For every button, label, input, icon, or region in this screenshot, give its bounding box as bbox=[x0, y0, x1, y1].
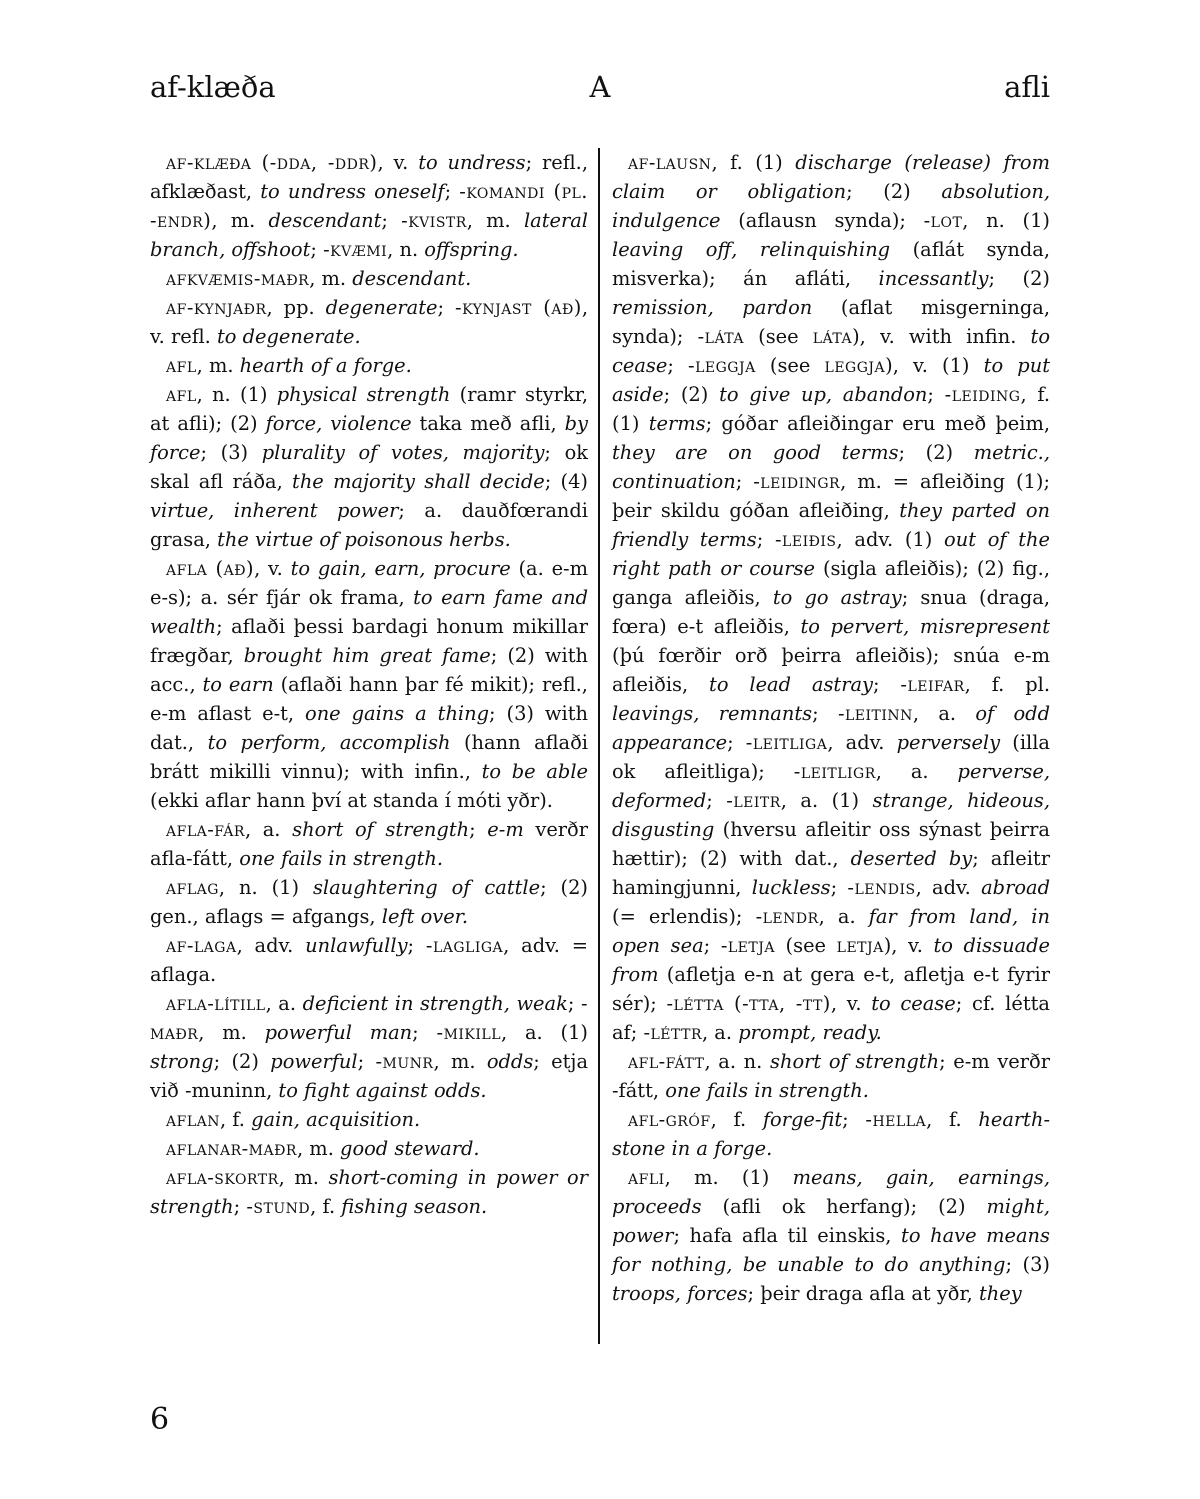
dictionary-entry bbox=[150, 1163, 588, 1221]
section-letter: A bbox=[589, 70, 611, 104]
definition-text: short-coming in power or strength bbox=[150, 1166, 588, 1218]
entry-text: , adv. = aflaga. bbox=[150, 934, 589, 986]
right-guide-word: afli bbox=[1004, 70, 1050, 104]
definition-text: to dissuade from bbox=[612, 934, 1051, 986]
definition-text: abroad bbox=[981, 876, 1051, 899]
definition-text: of odd appearance bbox=[612, 702, 1050, 754]
headword: -lot bbox=[923, 209, 963, 232]
dictionary-entry bbox=[150, 351, 588, 380]
entry-text: , a. bbox=[875, 760, 958, 783]
entry-text: ; hafa afla til einskis, bbox=[673, 1224, 902, 1247]
headword: -munr bbox=[375, 1050, 434, 1073]
definition-text: to go astray bbox=[772, 586, 902, 609]
entry-text: ; bbox=[407, 934, 426, 957]
entry-text: ; bbox=[412, 1021, 437, 1044]
headword: -kvistr bbox=[401, 209, 467, 232]
definition-text: out of the right path or course bbox=[612, 528, 1051, 580]
entry-text: ), v. with infin. bbox=[852, 325, 1031, 348]
entry-text: ; bbox=[830, 876, 848, 899]
entry-text: , a. (1) bbox=[501, 1021, 588, 1044]
headword: afl bbox=[166, 383, 197, 406]
entry-text: , a. bbox=[265, 992, 303, 1015]
definition-text: they parted on friendly terms bbox=[612, 499, 1050, 551]
entry-text: ; bbox=[310, 238, 324, 261]
entry-text: , a. bbox=[818, 905, 869, 928]
entry-text: ; bbox=[667, 354, 689, 377]
entry-text: ; þeir draga afla at yðr, bbox=[747, 1282, 979, 1305]
definition-text: to earn fame and wealth bbox=[150, 586, 588, 638]
entry-text: , f. bbox=[310, 1195, 342, 1218]
definition-text: the virtue of poisonous herbs. bbox=[217, 528, 511, 551]
definition-text: degenerate bbox=[325, 296, 438, 319]
dictionary-entry bbox=[612, 148, 1050, 1047]
entry-text: ), v. (1) bbox=[885, 354, 984, 377]
right-column bbox=[612, 148, 1050, 1308]
entry-text: ; bbox=[727, 731, 746, 754]
entry-text: (ramr styrkr, at afli); (2) bbox=[150, 383, 588, 435]
entry-text: (hversu afleitir oss sýnast þeirra hættir); (2) with dat., bbox=[612, 818, 1050, 870]
entry-text: ; bbox=[703, 934, 721, 957]
dictionary-entry bbox=[150, 264, 588, 293]
headword: -leifar bbox=[900, 673, 965, 696]
definition-text: to fight against odds. bbox=[278, 1079, 487, 1102]
entry-text: , m. bbox=[196, 354, 240, 377]
entry-text: , m. bbox=[309, 267, 353, 290]
entry-text: (aflát synda, misverka); án afláti, bbox=[612, 238, 1050, 290]
entry-text: ; snua (draga, fœra) e-t afleiðis, bbox=[612, 586, 1050, 638]
definition-text: perverse, deformed bbox=[612, 760, 1050, 812]
definition-text: perversely bbox=[896, 731, 1001, 754]
definition-text: discharge (release) from claim or obligation bbox=[612, 151, 1050, 203]
definition-text: slaughtering of cattle bbox=[312, 876, 541, 899]
entry-text: , v. bbox=[830, 992, 872, 1015]
entry-text: (aflausn synda); bbox=[720, 209, 924, 232]
definition-text: to lead astray bbox=[709, 673, 873, 696]
entry-text: ; bbox=[233, 1195, 247, 1218]
definition-text: fishing season. bbox=[341, 1195, 488, 1218]
entry-text: , f. (1) bbox=[612, 383, 1051, 435]
entry-text: , f. bbox=[710, 1108, 763, 1131]
entry-text: , a. bbox=[244, 818, 293, 841]
headword: aflanar-maðr bbox=[166, 1137, 297, 1160]
definition-text: deficient in strength, weak bbox=[302, 992, 568, 1015]
entry-text: ; aflaði þessi bardagi honum mikillar frægðar, bbox=[150, 615, 588, 667]
entry-text: ; refl., afklæðast, bbox=[150, 151, 588, 203]
headword: afla-lítill bbox=[166, 992, 266, 1015]
definition-text: leavings, remnants bbox=[612, 702, 813, 725]
headword: -léttr bbox=[643, 1021, 702, 1044]
headword: -leiding bbox=[944, 383, 1021, 406]
definition-text: short of strength bbox=[292, 818, 470, 841]
headword: afli bbox=[628, 1166, 665, 1189]
headword: afl-gróf bbox=[628, 1108, 711, 1131]
entry-text: ; bbox=[735, 470, 754, 493]
definition-text: e-m bbox=[487, 818, 524, 841]
definition-text: to cease bbox=[612, 325, 1050, 377]
entry-text: ; (2) bbox=[988, 267, 1050, 290]
entry-text: ; e-m verðr -fátt, bbox=[612, 1050, 1050, 1102]
definition-text: to pervert, misrepresent bbox=[800, 615, 1050, 638]
entry-text: , m. bbox=[211, 209, 269, 232]
definition-text: might, power bbox=[612, 1195, 1050, 1247]
headword: -hella bbox=[865, 1108, 927, 1131]
headword: afl-fátt bbox=[628, 1050, 705, 1073]
headword: -leidingr bbox=[753, 470, 841, 493]
entry-text: ; a. dauðfœrandi grasa, bbox=[150, 499, 588, 551]
headword: af-kynjaðr bbox=[166, 296, 267, 319]
entry-text: , f. bbox=[219, 1108, 252, 1131]
headword: -maðr bbox=[150, 992, 588, 1044]
dictionary-entry bbox=[150, 815, 588, 873]
entry-text: (afletja e-n at gera e-t, afletja e-t fyrir sér); bbox=[612, 963, 1050, 1015]
entry-text: ; cf. létta af; bbox=[612, 992, 1050, 1044]
entry-text: (see bbox=[755, 354, 825, 377]
left-guide-word: af-klæða bbox=[150, 70, 276, 104]
definition-text: terms bbox=[648, 412, 706, 435]
definition-text: to gain, earn, procure bbox=[290, 557, 511, 580]
entry-text: ; bbox=[357, 1050, 376, 1073]
definition-text: forge-fit bbox=[762, 1108, 843, 1131]
entry-text: ; bbox=[469, 818, 488, 841]
headword: af-lausn bbox=[628, 151, 712, 174]
definition-text: to perform, accomplish bbox=[207, 731, 451, 754]
definition-text: to cease bbox=[871, 992, 956, 1015]
headword: -leitinn bbox=[837, 702, 913, 725]
definition-text: powerful man bbox=[264, 1021, 413, 1044]
entry-text: ; góðar afleiðingar eru með þeim, bbox=[705, 412, 1050, 435]
headword: -komandi (pl. -endr) bbox=[150, 180, 588, 232]
entry-text: , m. = afleiðing (1); þeir skildu góðan afleiðing, bbox=[612, 470, 1050, 522]
entry-text: , a. (1) bbox=[780, 789, 873, 812]
entry-text: , a. n. bbox=[704, 1050, 771, 1073]
entry-text: ; (4) bbox=[544, 470, 588, 493]
dictionary-entry bbox=[150, 148, 588, 264]
entry-text: , a. bbox=[912, 702, 976, 725]
entry-text: , a. bbox=[701, 1021, 739, 1044]
entry-text: , m. bbox=[278, 1166, 329, 1189]
definition-text: remission, pardon bbox=[612, 296, 813, 319]
entry-text: , m. bbox=[198, 1021, 265, 1044]
entry-text: , adv. bbox=[827, 731, 897, 754]
entry-text: ; (3) bbox=[1005, 1253, 1050, 1276]
definition-text: to degenerate. bbox=[217, 325, 361, 348]
entry-text: ; bbox=[812, 702, 838, 725]
headword: afla (að) bbox=[166, 557, 255, 580]
entry-text: , m. (1) bbox=[664, 1166, 793, 1189]
definition-text: lateral branch, offshoot bbox=[150, 209, 588, 261]
column-divider bbox=[598, 148, 600, 1344]
entry-text: , m. bbox=[433, 1050, 487, 1073]
entry-text: ; (3) with dat., bbox=[150, 702, 588, 754]
entry-text: (aflat misgerninga, synda); bbox=[612, 296, 1050, 348]
entry-text: taka með afli, bbox=[411, 412, 565, 435]
dictionary-entry bbox=[150, 1105, 588, 1134]
entry-text: ; bbox=[444, 180, 460, 203]
entry-text: , m. bbox=[296, 1137, 341, 1160]
headword: -létta (-tta, -tt) bbox=[666, 992, 831, 1015]
dictionary-entry bbox=[612, 1163, 1050, 1308]
definition-text: to give up, abandon bbox=[719, 383, 928, 406]
entry-text: ; etja við -muninn, bbox=[150, 1050, 589, 1102]
definition-text: unlawfully bbox=[305, 934, 408, 957]
definition-text: descendant bbox=[268, 209, 382, 232]
entry-text: , v. bbox=[254, 557, 291, 580]
headword: -letja bbox=[720, 934, 775, 957]
headword: af-laga bbox=[166, 934, 237, 957]
definition-text: to have means for nothing, be unable to do anything bbox=[612, 1224, 1050, 1276]
headword: afla-skortr bbox=[166, 1166, 279, 1189]
headword: -lendis bbox=[847, 876, 916, 899]
entry-text: ; bbox=[927, 383, 945, 406]
definition-text: luckless bbox=[751, 876, 831, 899]
entry-text: ; (3) bbox=[200, 441, 262, 464]
definition-text: far from land, in open sea bbox=[612, 905, 1050, 957]
dictionary-entry bbox=[150, 380, 588, 554]
definition-text: hearth-stone in a forge. bbox=[612, 1108, 1051, 1160]
entry-text: ; bbox=[567, 992, 581, 1015]
entry-text: ; (2) bbox=[846, 180, 942, 203]
definition-text: strange, hideous, disgusting bbox=[612, 789, 1050, 841]
dictionary-entry bbox=[612, 1105, 1050, 1163]
left-column bbox=[150, 148, 588, 1221]
entry-text: , f. (1) bbox=[711, 151, 796, 174]
entry-text: , n. (1) bbox=[196, 383, 277, 406]
headword: -kynjast (að) bbox=[455, 296, 582, 319]
entry-text: (afli ok herfang); (2) bbox=[701, 1195, 987, 1218]
entry-text: (aflaði hann þar fé mikit); refl., e-m aflast e-t, bbox=[150, 673, 588, 725]
definition-text: odds bbox=[486, 1050, 534, 1073]
entry-text: , f. pl. bbox=[964, 673, 1050, 696]
definition-text: to earn bbox=[202, 673, 274, 696]
entry-text: verðr afla-fátt, bbox=[150, 818, 589, 870]
headword: -mikill bbox=[436, 1021, 502, 1044]
definition-text: they bbox=[978, 1282, 1022, 1305]
dictionary-entry bbox=[150, 931, 588, 989]
definition-text: incessantly bbox=[878, 267, 989, 290]
entry-text: , f. bbox=[926, 1108, 979, 1131]
headword: -leitr bbox=[726, 789, 781, 812]
entry-text: ; (2) gen., aflags = afgangs, bbox=[150, 876, 588, 928]
entry-text: , adv. (1) bbox=[836, 528, 945, 551]
entry-text: (a. e-m e-s); a. sér fjár ok frama, bbox=[150, 557, 588, 609]
definition-text: to undress bbox=[418, 151, 526, 174]
entry-text: , n. (1) bbox=[962, 209, 1050, 232]
entry-text: (ekki aflar hann því at standa í móti yðr). bbox=[150, 789, 553, 812]
dictionary-entry bbox=[150, 293, 588, 351]
definition-text: force, violence bbox=[265, 412, 412, 435]
headword: af-klæða (-dda, -ddr) bbox=[166, 151, 378, 174]
dictionary-entry bbox=[150, 554, 588, 815]
definition-text: to put aside bbox=[612, 354, 1051, 406]
dictionary-entry bbox=[150, 989, 588, 1105]
dictionary-entry bbox=[150, 1134, 588, 1163]
dictionary-entry bbox=[150, 873, 588, 931]
entry-text: ; ok skal afl ráða, bbox=[150, 441, 589, 493]
entry-text: ; bbox=[756, 528, 775, 551]
definition-text: troops, forces bbox=[612, 1282, 748, 1305]
page-number: 6 bbox=[150, 1402, 170, 1437]
headword: -leggja bbox=[688, 354, 756, 377]
definition-text: one fails in strength. bbox=[239, 847, 444, 870]
headword: -láta bbox=[697, 325, 744, 348]
entry-text: , n. bbox=[387, 238, 425, 261]
definition-text: they are on good terms bbox=[612, 441, 899, 464]
definition-text: offspring. bbox=[424, 238, 519, 261]
entry-text: (hann aflaði brátt mikilli vinnu); with infin., bbox=[150, 731, 588, 783]
definition-text: by force bbox=[150, 412, 588, 464]
headword: letja bbox=[836, 934, 884, 957]
definition-text: left over. bbox=[381, 905, 468, 928]
definition-text: to undress oneself bbox=[260, 180, 445, 203]
entry-text: ), v. bbox=[883, 934, 934, 957]
entry-text: ; afleitr hamingjunni, bbox=[612, 847, 1050, 899]
entry-text: ; (2) bbox=[663, 383, 720, 406]
entry-text: , m. bbox=[466, 209, 524, 232]
entry-text: (þú fœrðir orð þeirra afleiðis); snúa e-m afleiðis, bbox=[612, 644, 1050, 696]
definition-text: one fails in strength. bbox=[665, 1079, 869, 1102]
definition-text: prompt, ready. bbox=[738, 1021, 882, 1044]
entry-text: , pp. bbox=[266, 296, 326, 319]
entry-text: , v. bbox=[377, 151, 419, 174]
headword: afla-fár bbox=[166, 818, 245, 841]
entry-text: ; bbox=[381, 209, 402, 232]
headword: -leitligr bbox=[793, 760, 876, 783]
definition-text: metric., continuation bbox=[612, 441, 1051, 493]
dictionary-entry bbox=[612, 1047, 1050, 1105]
entry-text: ; (2) bbox=[898, 441, 974, 464]
entry-text: , n. (1) bbox=[218, 876, 313, 899]
entry-text: (illa ok afleitliga); bbox=[612, 731, 1050, 783]
headword: afl bbox=[166, 354, 197, 377]
entry-text: , adv. bbox=[236, 934, 306, 957]
entry-text: (see bbox=[774, 934, 837, 957]
headword: -lagliga bbox=[425, 934, 504, 957]
headword: -lendr bbox=[755, 905, 819, 928]
entry-text: ; bbox=[437, 296, 456, 319]
entry-text: ; (2) with acc., bbox=[150, 644, 588, 696]
headword: -leiðis bbox=[775, 528, 837, 551]
definition-text: leaving off, relinquishing bbox=[612, 238, 891, 261]
entry-text: (= erlendis); bbox=[612, 905, 756, 928]
entry-text: , adv. bbox=[915, 876, 982, 899]
entry-text: ; bbox=[873, 673, 901, 696]
entry-text: ; bbox=[706, 789, 727, 812]
definition-text: virtue, inherent power bbox=[150, 499, 399, 522]
definition-text: to be able bbox=[481, 760, 588, 783]
definition-text: strong bbox=[150, 1050, 214, 1073]
headword: láta bbox=[812, 325, 853, 348]
entry-text: ; (2) bbox=[213, 1050, 271, 1073]
headword: aflan bbox=[166, 1108, 220, 1131]
definition-text: powerful bbox=[270, 1050, 358, 1073]
definition-text: short of strength bbox=[770, 1050, 940, 1073]
definition-text: physical strength bbox=[276, 383, 451, 406]
definition-text: descendant. bbox=[352, 267, 472, 290]
definition-text: absolution, indulgence bbox=[612, 180, 1050, 232]
entry-text: (see bbox=[744, 325, 813, 348]
headword: -kvæmi bbox=[323, 238, 388, 261]
definition-text: the majority shall decide bbox=[292, 470, 545, 493]
headword: -stund bbox=[246, 1195, 311, 1218]
headword: -leitliga bbox=[745, 731, 828, 754]
definition-text: plurality of votes, majority bbox=[261, 441, 545, 464]
running-header bbox=[150, 70, 1050, 110]
headword: afkvæmis-maðr bbox=[166, 267, 310, 290]
definition-text: deserted by bbox=[850, 847, 973, 870]
definition-text: good steward. bbox=[340, 1137, 480, 1160]
entry-text: ; bbox=[842, 1108, 866, 1131]
entry-text: , v. refl. bbox=[150, 296, 589, 348]
definition-text: one gains a thing bbox=[305, 702, 490, 725]
definition-text: gain, acquisition. bbox=[251, 1108, 421, 1131]
headword: aflag bbox=[166, 876, 219, 899]
definition-text: hearth of a forge. bbox=[239, 354, 412, 377]
headword: leggja bbox=[824, 354, 886, 377]
definition-text: means, gain, earnings, proceeds bbox=[612, 1166, 1050, 1218]
entry-text: (sigla afleiðis); (2) fig., ganga afleiðis, bbox=[612, 557, 1050, 609]
definition-text: brought him great fame bbox=[243, 644, 491, 667]
